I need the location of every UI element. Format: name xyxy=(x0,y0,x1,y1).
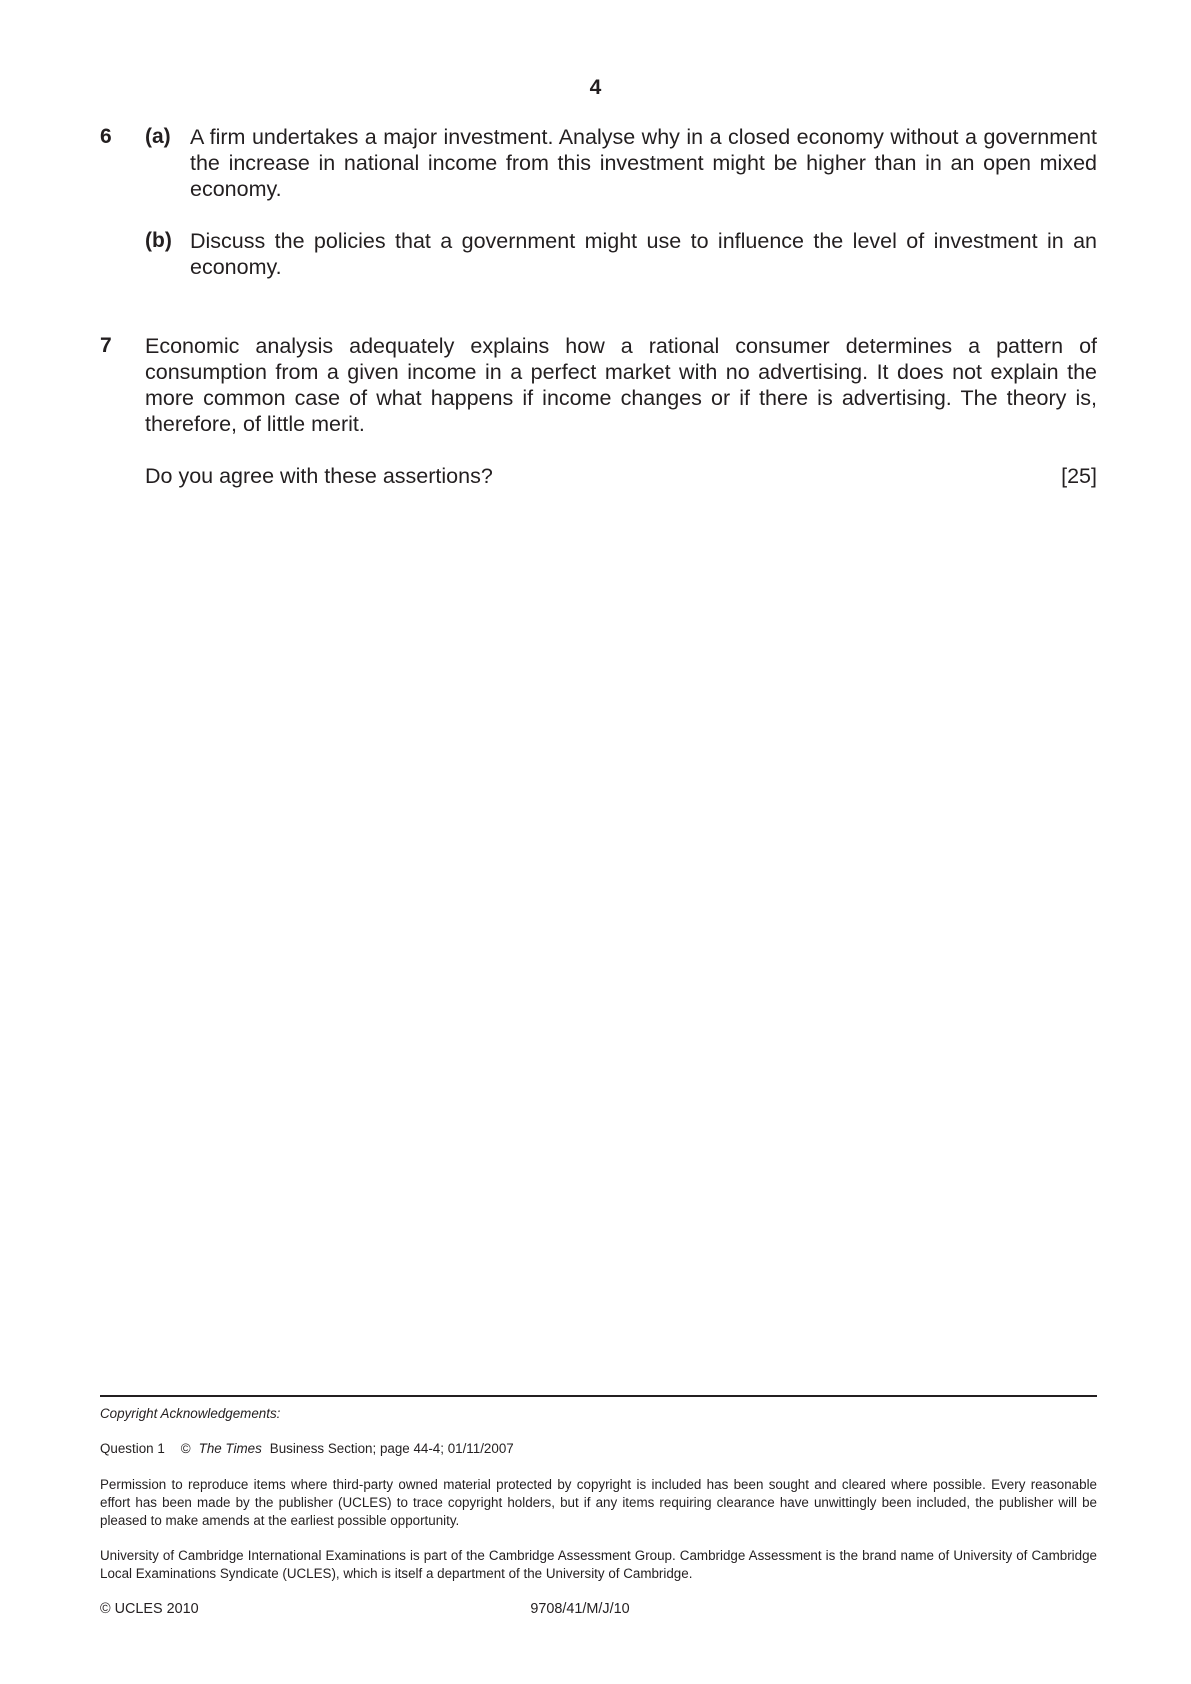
marks-allocation: [25] xyxy=(1061,464,1097,488)
part-label-b: (b) xyxy=(145,229,172,252)
page-number: 4 xyxy=(589,76,602,99)
permission-statement: Permission to reproduce items where third-party owned material protected by copyright is included has been sought and cleared where possible. Every reasonable effort has been made by the publisher (UCLES) to trace copyright holders, but if any items requiring clearance have unwittingly been included, the publisher will be pleased to make amends at the earliest possible opportunity. xyxy=(100,1477,1097,1528)
copyright-heading: Copyright Acknowledgements: xyxy=(100,1406,281,1421)
paper-code: 9708/41/M/J/10 xyxy=(530,1601,630,1617)
question-6b-text: Discuss the policies that a government might use to influence the level of investment in an economy. xyxy=(190,229,1097,279)
question-number: 7 xyxy=(100,334,112,357)
question-7-prompt: Do you agree with these assertions? xyxy=(145,464,493,488)
question-7-text: Economic analysis adequately explains how a rational consumer determines a pattern of consumption from a given income in a perfect market with no advertising. It does not explain the more common case of what happens if income changes or if there is advertising. The theory is, therefore, of little merit. xyxy=(145,334,1097,436)
footer-divider xyxy=(100,1395,1097,1397)
copyright-symbol: © xyxy=(180,1441,191,1456)
question-6a-text: A firm undertakes a major investment. Analyse why in a closed economy without a government the increase in national income from this investment might be higher than in an open mixed economy. xyxy=(190,125,1097,201)
question-number: 6 xyxy=(100,125,112,148)
acknowledgement-question: Question 1 xyxy=(100,1441,165,1456)
university-statement: University of Cambridge International Examinations is part of the Cambridge Assessment Group. Cambridge Assessment is the brand name of University of Cambridge Local Examinations Syndicate (UCLES), which is itself a department of the University of Cambridge. xyxy=(100,1548,1097,1581)
part-label-a: (a) xyxy=(145,125,171,148)
ucles-copyright: © UCLES 2010 xyxy=(100,1601,199,1617)
acknowledgement-publication: The Times xyxy=(198,1441,262,1456)
acknowledgement-details: Business Section; page 44-4; 01/11/2007 xyxy=(269,1441,514,1456)
acknowledgement-line xyxy=(100,1440,514,1458)
